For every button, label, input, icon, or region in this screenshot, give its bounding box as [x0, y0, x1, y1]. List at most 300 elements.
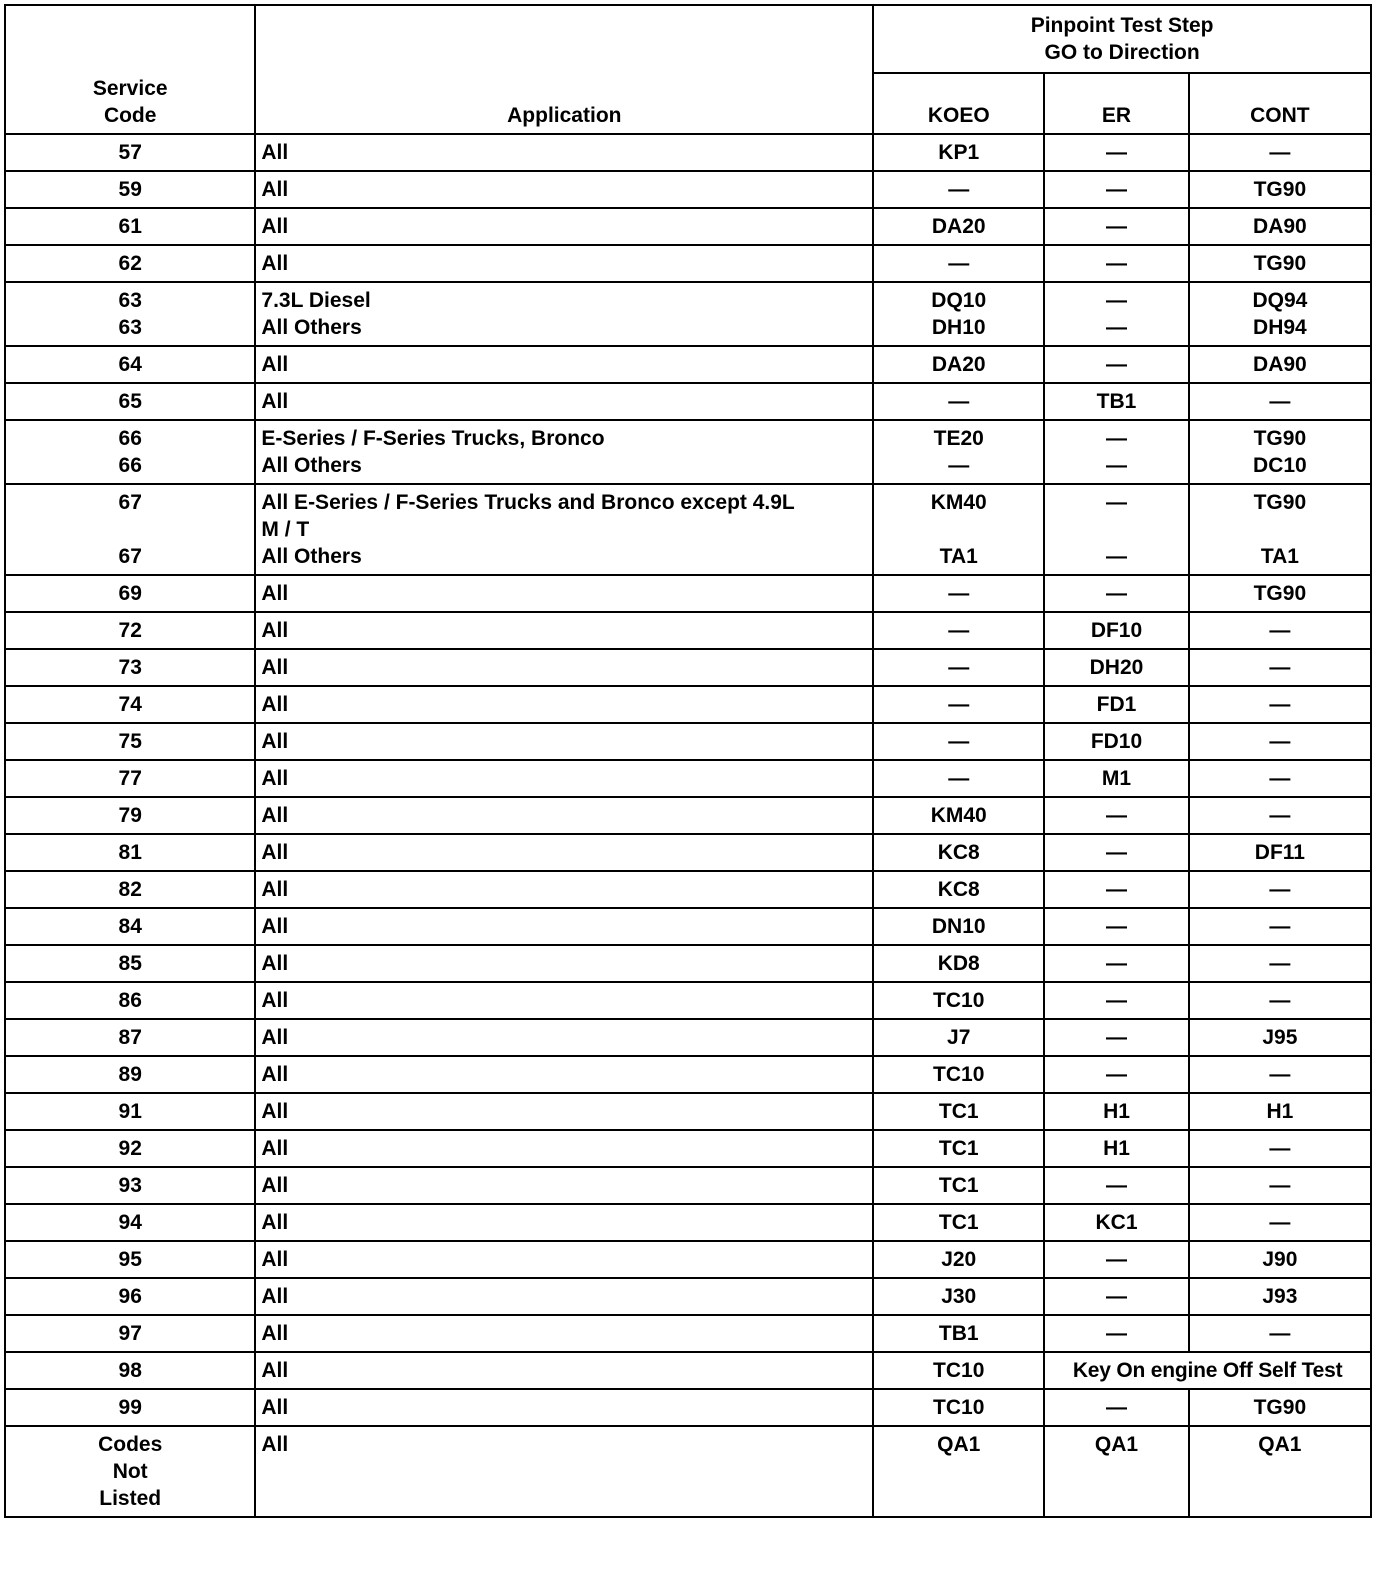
cont-cell-line: — — [1269, 915, 1291, 938]
service-code-cell-line: 91 — [118, 1100, 142, 1123]
er-cell — [1044, 1278, 1189, 1315]
er-cell-line: — — [1106, 1322, 1127, 1345]
application-cell — [255, 945, 873, 982]
application-cell — [255, 346, 873, 383]
cont-cell — [1189, 982, 1371, 1019]
application-cell — [255, 612, 873, 649]
koeo-cell — [873, 171, 1044, 208]
koeo-cell — [873, 1352, 1044, 1389]
application-cell — [255, 1426, 873, 1517]
er-cell-line: KC1 — [1095, 1211, 1138, 1234]
application-cell — [255, 383, 873, 420]
cont-cell-line: J90 — [1262, 1248, 1298, 1271]
application-cell — [255, 686, 873, 723]
koeo-cell-line: — — [948, 582, 970, 605]
application-cell-line: All — [261, 841, 289, 864]
service-code-cell-line: 85 — [118, 952, 142, 975]
er-cell-line: FD10 — [1090, 730, 1143, 753]
service-code-cell — [5, 383, 255, 420]
table-row — [5, 760, 1371, 797]
application-cell — [255, 484, 873, 575]
er-cell — [1044, 1389, 1189, 1426]
er-cell — [1044, 1130, 1189, 1167]
service-code-cell — [5, 1204, 255, 1241]
table-row — [5, 612, 1371, 649]
application-cell-line: All Others — [261, 454, 362, 477]
er-cell-line: — — [1106, 353, 1127, 376]
application-cell — [255, 1167, 873, 1204]
koeo-cell — [873, 871, 1044, 908]
koeo-cell-line: TC1 — [938, 1174, 979, 1197]
koeo-cell — [873, 245, 1044, 282]
er-cell — [1044, 134, 1189, 171]
service-code-cell — [5, 1167, 255, 1204]
service-code-cell — [5, 420, 255, 484]
service-code-cell-line: 81 — [118, 841, 142, 864]
application-cell — [255, 420, 873, 484]
cont-cell-line: — — [1269, 804, 1291, 827]
cont-cell-line: QA1 — [1258, 1433, 1302, 1456]
koeo-cell — [873, 797, 1044, 834]
er-cell-line: — — [1106, 178, 1127, 201]
koeo-cell — [873, 1204, 1044, 1241]
service-code-cell-line: 96 — [118, 1285, 142, 1308]
er-cell-line: — — [1106, 915, 1127, 938]
service-code-cell-line: 67 — [118, 491, 142, 514]
er-cell-line: — — [1106, 1248, 1127, 1271]
koeo-cell — [873, 908, 1044, 945]
koeo-cell-line: QA1 — [937, 1433, 981, 1456]
service-code-cell — [5, 1315, 255, 1352]
application-cell-line: All — [261, 952, 289, 975]
service-code-cell — [5, 1241, 255, 1278]
application-cell — [255, 1093, 873, 1130]
cont-cell — [1189, 282, 1371, 346]
table-row — [5, 1167, 1371, 1204]
table-row — [5, 1204, 1371, 1241]
cont-cell — [1189, 945, 1371, 982]
koeo-cell — [873, 686, 1044, 723]
er-cell-line: — — [1106, 289, 1127, 312]
table-row — [5, 575, 1371, 612]
table-row — [5, 208, 1371, 245]
service-code-cell — [5, 1426, 255, 1517]
koeo-cell-line — [880, 516, 1037, 543]
koeo-cell-line: — — [948, 730, 970, 753]
koeo-cell-line: TC10 — [933, 1396, 985, 1419]
service-code-cell — [5, 245, 255, 282]
koeo-cell — [873, 982, 1044, 1019]
application-cell-line: All — [261, 141, 289, 164]
cont-cell-line: DF11 — [1254, 841, 1305, 864]
application-cell-line: All — [261, 1137, 289, 1160]
koeo-cell — [873, 1130, 1044, 1167]
er-cell-line: — — [1106, 141, 1127, 164]
table-row — [5, 1019, 1371, 1056]
koeo-cell — [873, 1426, 1044, 1517]
application-cell — [255, 134, 873, 171]
cont-cell-line: — — [1269, 656, 1291, 679]
service-code-cell-line: Listed — [99, 1487, 162, 1510]
er-cell — [1044, 760, 1189, 797]
er-cell — [1044, 1241, 1189, 1278]
er-cell — [1044, 484, 1189, 575]
service-code-cell-line: 98 — [118, 1359, 142, 1382]
cont-cell — [1189, 723, 1371, 760]
koeo-cell-line: KC8 — [937, 878, 980, 901]
cont-cell — [1189, 1241, 1371, 1278]
koeo-cell — [873, 945, 1044, 982]
table-row — [5, 649, 1371, 686]
self-test-note-cell: Key On engine Off Self Test — [1044, 1352, 1371, 1389]
er-cell-line: — — [1106, 1396, 1127, 1419]
er-cell — [1044, 383, 1189, 420]
application-cell — [255, 1056, 873, 1093]
koeo-cell-line: TC1 — [938, 1211, 979, 1234]
er-cell — [1044, 871, 1189, 908]
service-code-cell — [5, 945, 255, 982]
application-cell-line: All — [261, 215, 289, 238]
koeo-cell — [873, 1019, 1044, 1056]
cont-cell-line: — — [1269, 619, 1291, 642]
application-cell — [255, 1241, 873, 1278]
application-cell-line: All — [261, 1322, 289, 1345]
koeo-cell-line: DA20 — [931, 353, 986, 376]
application-cell — [255, 1315, 873, 1352]
koeo-cell-line: — — [948, 178, 970, 201]
application-cell-line: All — [261, 1396, 289, 1419]
service-code-cell-line: 69 — [118, 582, 142, 605]
application-cell — [255, 871, 873, 908]
service-code-cell — [5, 1278, 255, 1315]
service-code-cell-line: 89 — [118, 1063, 142, 1086]
cont-cell-line: J93 — [1262, 1285, 1298, 1308]
application-cell — [255, 1019, 873, 1056]
koeo-cell-line: DN10 — [931, 915, 986, 938]
koeo-cell — [873, 649, 1044, 686]
cont-cell-line: TA1 — [1260, 545, 1299, 568]
application-cell — [255, 1130, 873, 1167]
er-cell-line: — — [1106, 952, 1127, 975]
application-cell-line: All — [261, 619, 289, 642]
application-header: Application — [255, 5, 873, 134]
application-cell — [255, 1352, 873, 1389]
koeo-cell-line: — — [948, 390, 970, 413]
table-row — [5, 1352, 1371, 1389]
koeo-cell — [873, 134, 1044, 171]
application-cell-line: All — [261, 656, 289, 679]
cont-cell-line: TG90 — [1253, 178, 1307, 201]
service-code-cell — [5, 1389, 255, 1426]
service-code-header: Service Code — [5, 5, 255, 134]
er-cell — [1044, 945, 1189, 982]
service-code-cell — [5, 208, 255, 245]
table-row — [5, 282, 1371, 346]
er-cell-line: — — [1106, 989, 1127, 1012]
service-code-cell-line: Codes — [98, 1433, 163, 1456]
service-code-cell — [5, 871, 255, 908]
application-cell — [255, 171, 873, 208]
cont-cell — [1189, 871, 1371, 908]
koeo-cell-line: J30 — [941, 1285, 977, 1308]
service-code-cell — [5, 760, 255, 797]
application-cell — [255, 834, 873, 871]
koeo-header: KOEO — [873, 73, 1044, 134]
application-cell-line: All — [261, 1359, 289, 1382]
service-code-table — [4, 4, 1372, 1518]
koeo-cell-line: — — [948, 767, 970, 790]
cont-cell — [1189, 908, 1371, 945]
koeo-cell — [873, 1315, 1044, 1352]
koeo-cell-line: TA1 — [939, 545, 978, 568]
er-cell — [1044, 612, 1189, 649]
koeo-cell — [873, 1056, 1044, 1093]
cont-cell — [1189, 612, 1371, 649]
cont-cell-line: DA90 — [1253, 215, 1307, 238]
table-row — [5, 945, 1371, 982]
service-code-page — [4, 4, 1372, 1518]
cont-cell-line: DQ94 — [1252, 289, 1308, 312]
koeo-cell-line: TC1 — [938, 1137, 979, 1160]
cont-cell — [1189, 1315, 1371, 1352]
table-row — [5, 134, 1371, 171]
application-cell — [255, 982, 873, 1019]
cont-cell — [1189, 649, 1371, 686]
er-cell-line: H1 — [1103, 1100, 1130, 1123]
table-row — [5, 797, 1371, 834]
er-cell — [1044, 1093, 1189, 1130]
service-code-cell — [5, 834, 255, 871]
application-cell-line: All — [261, 1026, 289, 1049]
cont-cell-line: H1 — [1266, 1100, 1294, 1123]
cont-cell-line: TG90 — [1253, 491, 1307, 514]
service-code-cell-line: 97 — [118, 1322, 142, 1345]
er-cell — [1044, 171, 1189, 208]
cont-cell — [1189, 1093, 1371, 1130]
cont-cell-line: — — [1269, 730, 1291, 753]
er-cell — [1044, 649, 1189, 686]
er-cell-line — [1051, 516, 1182, 543]
application-cell-line: M / T — [261, 518, 310, 541]
service-code-cell — [5, 797, 255, 834]
table-row — [5, 723, 1371, 760]
application-cell-line: All — [261, 582, 289, 605]
koeo-cell — [873, 834, 1044, 871]
koeo-cell-line: — — [948, 252, 970, 275]
service-code-cell — [5, 1019, 255, 1056]
cont-cell-line: DH94 — [1253, 316, 1307, 339]
table-body — [5, 134, 1371, 1517]
cont-cell-line: DA90 — [1253, 353, 1307, 376]
application-cell — [255, 649, 873, 686]
er-cell-line: — — [1106, 427, 1127, 450]
cont-cell — [1189, 1056, 1371, 1093]
cont-cell-line: TG90 — [1253, 427, 1307, 450]
service-code-cell-line: 86 — [118, 989, 142, 1012]
koeo-cell-line: TC10 — [933, 1063, 985, 1086]
service-code-cell-line: 64 — [118, 353, 142, 376]
table-row — [5, 346, 1371, 383]
table-row — [5, 1315, 1371, 1352]
service-code-cell-line: 63 — [118, 289, 142, 312]
service-code-cell — [5, 612, 255, 649]
koeo-cell-line: KC8 — [937, 841, 980, 864]
service-code-cell-line: 84 — [118, 915, 142, 938]
er-cell-line: H1 — [1103, 1137, 1130, 1160]
table-row — [5, 171, 1371, 208]
koeo-cell-line: DA20 — [931, 215, 986, 238]
er-cell — [1044, 208, 1189, 245]
cont-cell — [1189, 245, 1371, 282]
er-cell-line: — — [1106, 804, 1127, 827]
application-cell — [255, 282, 873, 346]
service-code-cell — [5, 686, 255, 723]
application-cell-line: All — [261, 1063, 289, 1086]
koeo-cell — [873, 1389, 1044, 1426]
service-code-cell-line: 66 — [118, 427, 142, 450]
service-code-cell — [5, 346, 255, 383]
er-cell — [1044, 245, 1189, 282]
service-code-cell-line: Not — [112, 1460, 148, 1483]
koeo-cell-line: TE20 — [933, 427, 984, 450]
table-header — [5, 5, 1371, 134]
service-code-cell-line: 94 — [118, 1211, 142, 1234]
cont-cell — [1189, 1167, 1371, 1204]
cont-cell — [1189, 484, 1371, 575]
koeo-cell — [873, 760, 1044, 797]
koeo-cell — [873, 575, 1044, 612]
er-cell — [1044, 1167, 1189, 1204]
er-cell — [1044, 686, 1189, 723]
application-cell-line: All — [261, 915, 289, 938]
er-cell-line: FD1 — [1096, 693, 1137, 716]
service-code-cell — [5, 908, 255, 945]
koeo-cell — [873, 282, 1044, 346]
application-cell-line: E-Series / F-Series Trucks, Bronco — [261, 427, 605, 450]
koeo-cell-line: KD8 — [937, 952, 980, 975]
service-code-cell — [5, 982, 255, 1019]
service-code-cell-line: 95 — [118, 1248, 142, 1271]
koeo-cell — [873, 1278, 1044, 1315]
table-row — [5, 1056, 1371, 1093]
application-cell-line: All — [261, 1211, 289, 1234]
er-cell-line: — — [1106, 316, 1127, 339]
er-cell-line: — — [1106, 215, 1127, 238]
koeo-cell-line: TC10 — [933, 989, 985, 1012]
er-cell — [1044, 1315, 1189, 1352]
service-code-cell-line: 99 — [118, 1396, 142, 1419]
koeo-cell-line: TB1 — [938, 1322, 979, 1345]
cont-cell-line: — — [1269, 1063, 1291, 1086]
cont-cell-line: TG90 — [1253, 252, 1307, 275]
koeo-cell-line: J20 — [941, 1248, 977, 1271]
cont-cell — [1189, 797, 1371, 834]
koeo-cell-line: KM40 — [930, 804, 987, 827]
service-code-cell-line: 67 — [118, 545, 142, 568]
er-cell-line: — — [1106, 582, 1127, 605]
service-code-cell-line: 74 — [118, 693, 142, 716]
koeo-cell-line: TC1 — [938, 1100, 979, 1123]
er-cell — [1044, 282, 1189, 346]
koeo-cell-line: — — [948, 619, 970, 642]
koeo-cell — [873, 723, 1044, 760]
er-cell-line: DF10 — [1090, 619, 1143, 642]
cont-cell-line: — — [1269, 390, 1291, 413]
application-cell-line: All — [261, 252, 289, 275]
application-cell — [255, 1204, 873, 1241]
koeo-cell-line: — — [948, 693, 970, 716]
table-row — [5, 484, 1371, 575]
application-cell-line: All — [261, 1100, 289, 1123]
application-cell-line: All — [261, 390, 289, 413]
application-cell-line: All — [261, 804, 289, 827]
pinpoint-test-step-header: Pinpoint Test Step GO to Direction — [873, 5, 1371, 73]
er-cell — [1044, 982, 1189, 1019]
table-row — [5, 383, 1371, 420]
service-code-cell — [5, 282, 255, 346]
er-cell-line: — — [1106, 545, 1127, 568]
er-cell — [1044, 723, 1189, 760]
cont-cell — [1189, 1278, 1371, 1315]
table-row — [5, 908, 1371, 945]
application-cell-line: All — [261, 730, 289, 753]
service-code-cell-line: 77 — [118, 767, 142, 790]
cont-cell-line — [1196, 516, 1364, 543]
table-row — [5, 1426, 1371, 1517]
service-code-cell-line — [12, 516, 248, 543]
er-cell — [1044, 575, 1189, 612]
koeo-cell — [873, 1241, 1044, 1278]
cont-cell-line: — — [1269, 767, 1291, 790]
service-code-cell — [5, 575, 255, 612]
table-row — [5, 1093, 1371, 1130]
service-code-cell-line: 75 — [118, 730, 142, 753]
cont-cell — [1189, 686, 1371, 723]
service-code-cell-line: 82 — [118, 878, 142, 901]
application-cell — [255, 797, 873, 834]
cont-cell-line: — — [1269, 952, 1291, 975]
cont-cell-line: — — [1269, 1174, 1291, 1197]
table-row — [5, 871, 1371, 908]
koeo-cell — [873, 612, 1044, 649]
application-cell — [255, 208, 873, 245]
application-cell-line: All — [261, 878, 289, 901]
cont-cell — [1189, 1426, 1371, 1517]
koeo-cell — [873, 420, 1044, 484]
service-code-cell-line: 93 — [118, 1174, 142, 1197]
koeo-cell — [873, 383, 1044, 420]
cont-cell — [1189, 383, 1371, 420]
application-cell — [255, 908, 873, 945]
cont-cell-line: — — [1269, 989, 1291, 1012]
application-cell — [255, 1278, 873, 1315]
table-row — [5, 1389, 1371, 1426]
cont-cell — [1189, 134, 1371, 171]
koeo-cell-line: KM40 — [930, 491, 987, 514]
application-cell-line: All — [261, 767, 289, 790]
er-cell — [1044, 834, 1189, 871]
er-cell-line: QA1 — [1094, 1433, 1139, 1456]
service-code-cell — [5, 1130, 255, 1167]
application-cell-line: 7.3L Diesel — [261, 289, 371, 312]
application-cell-line: All — [261, 1433, 289, 1456]
cont-cell-line: — — [1269, 1322, 1291, 1345]
cont-cell-line: — — [1269, 141, 1291, 164]
application-cell — [255, 245, 873, 282]
koeo-cell-line: TC10 — [933, 1359, 985, 1382]
application-cell-line: All — [261, 1174, 289, 1197]
cont-cell-line: TG90 — [1253, 1396, 1307, 1419]
